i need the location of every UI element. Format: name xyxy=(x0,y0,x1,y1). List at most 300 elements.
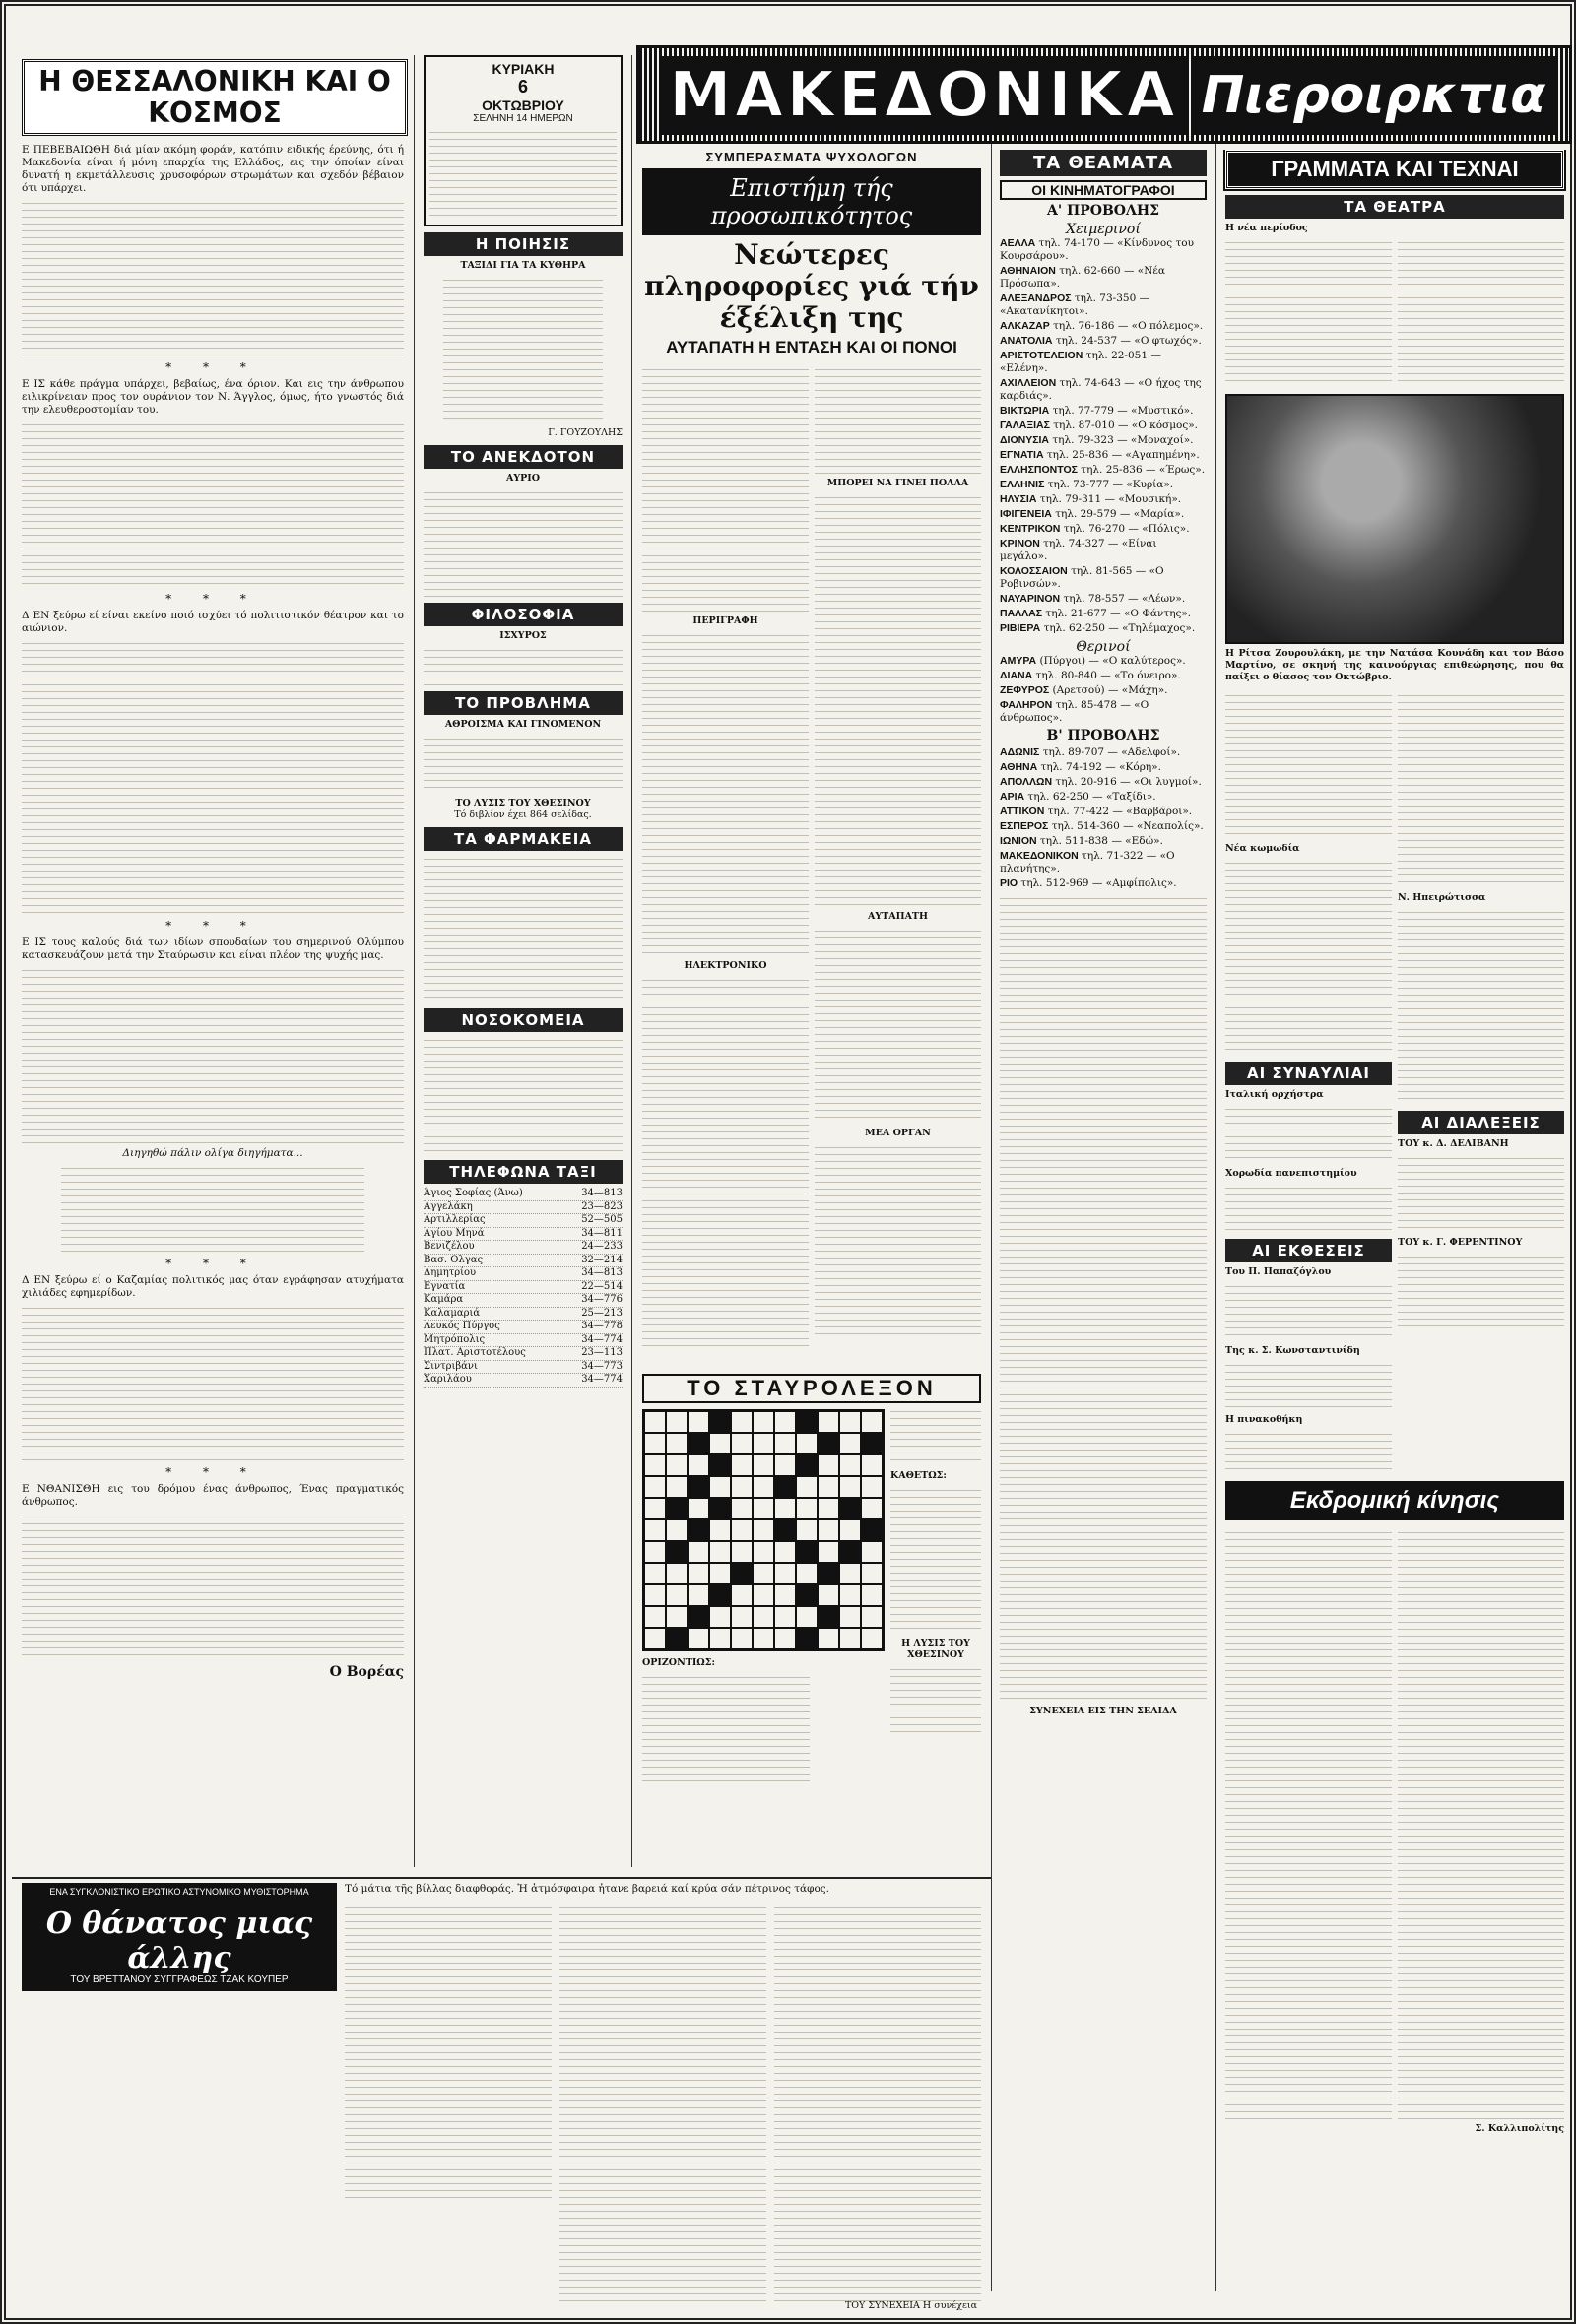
crossword-cell[interactable] xyxy=(818,1628,839,1649)
crossword-solution xyxy=(890,1665,981,1734)
crossword-cell[interactable] xyxy=(688,1454,709,1476)
crossword-cell[interactable] xyxy=(688,1541,709,1563)
crossword-cell[interactable] xyxy=(644,1498,666,1519)
cinema-entry xyxy=(1000,622,1207,635)
article-paragraph: Ε ΝΘΑΝΙΣΘΗ εις του δρόμου ένας άνθρωπος, Ένας πραγματικός άνθρωπος. xyxy=(22,1483,404,1508)
text-block xyxy=(22,639,404,915)
crossword-cell[interactable] xyxy=(774,1454,796,1476)
taxi-phone-number: 25—213 xyxy=(581,1307,623,1319)
crossword-cell[interactable] xyxy=(774,1541,796,1563)
exhibitions-text xyxy=(1225,1430,1392,1469)
crossword-cell[interactable] xyxy=(753,1411,774,1433)
crossword-cell[interactable] xyxy=(818,1541,839,1563)
crossword-cell[interactable] xyxy=(818,1454,839,1476)
taxi-phones-title: ΤΗΛΕΦΩΝΑ ΤΑΞΙ xyxy=(424,1160,623,1184)
cinema-name: ΡΙΒΙΕΡΑ xyxy=(1000,622,1041,634)
cinema-program: τηλ. 77-422 — «Βαρβάροι». xyxy=(1044,806,1193,817)
crossword-cell[interactable] xyxy=(666,1454,688,1476)
taxi-phone-row xyxy=(424,1241,623,1255)
cinema-list xyxy=(1000,237,1207,635)
cinema-entry xyxy=(1000,776,1207,789)
crossword-cell[interactable] xyxy=(709,1541,731,1563)
cinema-name: ΜΑΚΕΔΟΝΙΚΟΝ xyxy=(1000,850,1079,862)
crossword-cell[interactable] xyxy=(666,1563,688,1584)
crossword-cell[interactable] xyxy=(818,1498,839,1519)
crossword-black-cell xyxy=(818,1606,839,1628)
crossword-cell[interactable] xyxy=(666,1411,688,1433)
cinema-entry xyxy=(1000,292,1207,318)
cinema-entry xyxy=(1000,464,1207,477)
column-shows xyxy=(994,150,1213,2287)
crossword-cell[interactable] xyxy=(688,1563,709,1584)
cinema-name: ΑΡΙΑ xyxy=(1000,791,1025,803)
theatre-head: Η νέα περίοδος xyxy=(1225,223,1308,233)
hospital-title: ΝΟΣΟΚΟΜΕΙΑ xyxy=(424,1008,623,1032)
cinema-name: ΑΡΙΣΤΟΤΕΛΕΙΟΝ xyxy=(1000,350,1084,361)
cinema-name: ΦΑΛΗΡΟΝ xyxy=(1000,699,1053,711)
cinema-program: τηλ. 74-170 — «Κίνδυνος του Κουρσάρου». xyxy=(1000,237,1194,262)
cinema-program: τηλ. 85-478 — «Ο άνθρωπος». xyxy=(1000,699,1149,724)
cinema-program: τηλ. 25-836 — «Αγαπημένη». xyxy=(1043,449,1200,461)
crossword-cell[interactable] xyxy=(688,1498,709,1519)
crossword-cell[interactable] xyxy=(731,1606,753,1628)
cinema-entry xyxy=(1000,479,1207,491)
cinema-entry xyxy=(1000,850,1207,875)
concerts-head: Ιταλική ορχήστρα xyxy=(1225,1089,1324,1100)
problem-answer: Τό διβλίον έχει 864 σελίδας. xyxy=(454,809,592,820)
cinema-program: τηλ. 512-969 — «Αμφίπολις». xyxy=(1018,877,1177,889)
serial-text xyxy=(559,1904,766,2307)
crossword-black-cell xyxy=(709,1411,731,1433)
crossword-black-cell xyxy=(818,1433,839,1454)
taxi-phone-number: 34—778 xyxy=(581,1321,623,1331)
column-misc xyxy=(418,55,628,1867)
cinema-name: ΔΙΟΝΥΣΙΑ xyxy=(1000,434,1050,446)
second-run-title: Β' ΠΡΟΒΟΛΗΣ xyxy=(1046,728,1160,743)
shows-title: ΤΑ ΘΕΑΜΑΤΑ xyxy=(1000,150,1207,176)
crossword-cell[interactable] xyxy=(774,1411,796,1433)
cinema-name: ΑΝΑΤΟΛΙΑ xyxy=(1000,335,1053,347)
separator: * * * xyxy=(165,1465,260,1479)
crossword-cell[interactable] xyxy=(666,1519,688,1541)
cinema-entry xyxy=(1000,806,1207,818)
cinema-name: ΑΠΟΛΛΩΝ xyxy=(1000,776,1053,788)
column-rule xyxy=(631,55,632,1867)
crossword-cell[interactable] xyxy=(666,1476,688,1498)
date-number: 6 xyxy=(517,77,528,97)
taxi-phone-row xyxy=(424,1294,623,1308)
serial-title: Ο θάνατος μιας άλλης xyxy=(45,1906,313,1975)
crossword-cell[interactable] xyxy=(731,1541,753,1563)
article-column xyxy=(642,361,809,1366)
serial-novel xyxy=(16,1883,987,2316)
crossword-cell[interactable] xyxy=(731,1411,753,1433)
poetry-author: Γ. ΓΟΥΖΟΥΛΗΣ xyxy=(548,427,623,438)
taxi-phone-number: 52—505 xyxy=(581,1214,623,1225)
text-block xyxy=(22,1513,404,1660)
crossword-cell[interactable] xyxy=(861,1606,883,1628)
crossword-cell[interactable] xyxy=(796,1563,818,1584)
crossword-cell[interactable] xyxy=(731,1628,753,1649)
crossword-cell[interactable] xyxy=(839,1584,861,1606)
philosophy-title: ΦΙΛΟΣΟΦΙΑ xyxy=(424,603,623,626)
crossword-black-cell xyxy=(796,1541,818,1563)
crossword-black-cell xyxy=(774,1519,796,1541)
crossword-cell[interactable] xyxy=(861,1563,883,1584)
crossword-cell[interactable] xyxy=(774,1584,796,1606)
cinema-program: τηλ. 511-838 — «Εδώ». xyxy=(1036,835,1163,847)
cinema-name: ΓΑΛΑΞΙΑΣ xyxy=(1000,420,1050,431)
taxi-stand-name: Βενιζέλου xyxy=(424,1241,475,1252)
date-month: ΟΚΤΩΒΡΙΟΥ xyxy=(482,97,564,113)
crossword-black-cell xyxy=(709,1584,731,1606)
cinema-entry xyxy=(1000,265,1207,290)
text-block xyxy=(815,927,981,1124)
epirotissa-head: Ν. Ηπειρώτισσα xyxy=(1398,892,1486,903)
crossword-cell[interactable] xyxy=(839,1476,861,1498)
problem-answer-title: ΤΟ ΛΥΣΙΣ ΤΟΥ ΧΘΕΣΙΝΟΥ xyxy=(455,798,591,808)
arts-title: ΓΡΑΜΜΑΤΑ ΚΑΙ ΤΕΧΝΑΙ xyxy=(1225,150,1564,189)
crossword-cell[interactable] xyxy=(644,1606,666,1628)
cinema-program: τηλ. 24-537 — «Ο φτωχός». xyxy=(1052,335,1202,347)
cinema-program: τηλ. 80-840 — «Το όνειρο». xyxy=(1032,670,1181,681)
article-paragraph: Ε ΠΕΒΕΒΑΙΩΘΗ διά μίαν ακόμη φοράν, κατόπιν ειδικής έρεύνης, ότι ή Μακεδονία είναι ή μόνη επαρχία της Ελλάδος, εις την όποίαν είναι δυνατή η εκμετάλλευσις χρυσοφόρων στρωμάτων και σχεδόν βέβαιον ότι υπάρχει. xyxy=(22,144,404,194)
crossword-cell[interactable] xyxy=(796,1606,818,1628)
crossword-cell[interactable] xyxy=(753,1563,774,1584)
column-rule xyxy=(991,55,992,2291)
cinema-name: ΑΧΙΛΛΕΙΟΝ xyxy=(1000,377,1057,389)
cinema-program: (Πύργοι) — «Ο καλύτερος». xyxy=(1036,655,1186,667)
cinema-name: ΕΣΠΕΡΟΣ xyxy=(1000,820,1049,832)
cinemas-title: ΟΙ ΚΙΝΗΜΑΤΟΓΡΑΦΟΙ xyxy=(1000,180,1207,200)
cinema-entry xyxy=(1000,699,1207,725)
article-banner: Επιστήμη τής προσωπικότητος xyxy=(642,168,981,235)
theatre-text xyxy=(1225,859,1392,1056)
crossword-cell[interactable] xyxy=(753,1584,774,1606)
serial-byline: ΤΟΥ ΒΡΕΤΤΑΝΟΥ ΣΥΓΓΡΑΦΕΩΣ ΤΖΑΚ ΚΟΥΠΕΡ xyxy=(70,1974,289,1985)
crossword-cell[interactable] xyxy=(774,1606,796,1628)
crossword-cell[interactable] xyxy=(709,1433,731,1454)
crossword-cell[interactable] xyxy=(644,1541,666,1563)
crossword-cell[interactable] xyxy=(753,1454,774,1476)
taxi-phone-number: 34—811 xyxy=(581,1227,623,1239)
taxi-stand-name: Λευκός Πύργος xyxy=(424,1321,500,1331)
crossword-black-cell xyxy=(796,1411,818,1433)
cinema-program: τηλ. 77-779 — «Μυστικό». xyxy=(1049,405,1194,417)
photo-caption: Η Ρίτσα Ζουρουλάκη, με την Νατάσα Κουνάδη και τον Βάσο Μαρτίνο, σε σκηνή της καινούργιας επιθεώρησης, που θα παίξει ο θίασος τον Οκτώβριο. xyxy=(1225,648,1564,682)
taxi-stand-name: Μητρόπολις xyxy=(424,1333,486,1345)
section-head: ΑΥΤΑΠΑΤΗ xyxy=(868,911,928,922)
crossword-cell[interactable] xyxy=(796,1519,818,1541)
crossword-cell[interactable] xyxy=(774,1498,796,1519)
crossword-title: ΤΟ ΣΤΑΥΡΟΛΕΞΟΝ xyxy=(642,1374,981,1403)
taxi-stand-name: Εγνατία xyxy=(424,1280,466,1292)
cinema-name: ΑΜΥΡΑ xyxy=(1000,655,1037,667)
crossword-cell[interactable] xyxy=(644,1563,666,1584)
concerts-title: ΑΙ ΣΥΝΑΥΛΙΑΙ xyxy=(1225,1062,1392,1085)
exhibitions-head: Της κ. Σ. Κωνσταντινίδη xyxy=(1225,1345,1360,1356)
taxi-phone-list xyxy=(424,1188,623,1388)
crossword-cell[interactable] xyxy=(644,1584,666,1606)
crossword-cell[interactable] xyxy=(731,1519,753,1541)
column-rule xyxy=(414,55,415,1867)
article-paragraph: Δ ΕΝ ξεύρω εί ο Καζαμίας πολιτικός μας όταν εγράφησαν ατυχήματα χιλιάδες εφημερίδων. xyxy=(22,1274,404,1299)
theatre-text xyxy=(1398,691,1564,888)
cinema-name: ΚΟΛΟΣΣΑΙΟΝ xyxy=(1000,565,1068,577)
crossword-cell[interactable] xyxy=(774,1628,796,1649)
cinema-program: τηλ. 76-186 — «Ο πόλεμος». xyxy=(1049,320,1204,332)
taxi-stand-name: Πλατ. Αριστοτέλους xyxy=(424,1347,526,1358)
crossword-cell[interactable] xyxy=(796,1433,818,1454)
pharmacy-title: ΤΑ ΦΑΡΜΑΚΕΙΑ xyxy=(424,827,623,851)
cinema-name: ΕΛΛΗΝΙΣ xyxy=(1000,479,1045,490)
section-head: ΜΕΑ ΟΡΓΑΝ xyxy=(865,1128,931,1138)
continued-note: ΣΥΝΕΧΕΙΑ ΕΙΣ ΤΗΝ ΣΕΛΙΔΑ xyxy=(1029,1706,1177,1716)
crossword-cell[interactable] xyxy=(861,1584,883,1606)
anecdote-subtitle: ΑΥΡΙΟ xyxy=(505,473,540,484)
taxi-phone-number: 24—233 xyxy=(581,1241,623,1252)
crossword-cell[interactable] xyxy=(644,1628,666,1649)
crossword-cell[interactable] xyxy=(753,1433,774,1454)
crossword-cell[interactable] xyxy=(709,1476,731,1498)
cinema-name: ΑΔΩΝΙΣ xyxy=(1000,746,1040,758)
crossword-cell[interactable] xyxy=(644,1411,666,1433)
cinema-entry xyxy=(1000,350,1207,375)
crossword-cell[interactable] xyxy=(731,1498,753,1519)
cinema-entry xyxy=(1000,405,1207,418)
cinema-entry xyxy=(1000,670,1207,682)
cinema-name: ΝΑΥΑΡΙΝΟΝ xyxy=(1000,593,1061,605)
cinema-entry xyxy=(1000,449,1207,462)
poem-lines xyxy=(443,276,603,423)
moon-phase: ΣΕΛΗΝΗ 14 ΗΜΕΡΩΝ xyxy=(473,113,573,124)
crossword-cell[interactable] xyxy=(839,1519,861,1541)
separator: * * * xyxy=(165,919,260,933)
cinema-entry xyxy=(1000,761,1207,774)
cinema-entry xyxy=(1000,420,1207,432)
cinema-name: ΗΛΥΣΙΑ xyxy=(1000,493,1037,505)
taxi-phone-number: 34—776 xyxy=(581,1294,623,1305)
crossword-cell[interactable] xyxy=(796,1476,818,1498)
date-day: ΚΥΡΙΑΚΗ xyxy=(492,61,555,77)
column-arts xyxy=(1219,150,1570,2287)
separator: * * * xyxy=(165,1257,260,1270)
taxi-phone-row xyxy=(424,1361,623,1375)
crossword-cell[interactable] xyxy=(818,1476,839,1498)
crossword-cell[interactable] xyxy=(839,1454,861,1476)
crossword-black-cell xyxy=(709,1454,731,1476)
serial-text xyxy=(774,1904,981,2307)
cinema-program: τηλ. 62-250 — «Ταξίδι». xyxy=(1024,791,1156,803)
crossword-cell[interactable] xyxy=(644,1519,666,1541)
section-head: ΜΠΟΡΕΙ ΝΑ ΓΙΝΕΙ ΠΟΛΛΑ xyxy=(826,478,969,488)
concerts-head: Χορωδία πανεπιστημίου xyxy=(1225,1168,1357,1179)
cinema-program: τηλ. 76-270 — «Πόλις». xyxy=(1060,523,1190,535)
taxi-phone-row xyxy=(424,1374,623,1388)
cinema-name: ΑΤΤΙΚΟΝ xyxy=(1000,806,1045,817)
crossword-cell[interactable] xyxy=(753,1606,774,1628)
crossword-cell[interactable] xyxy=(688,1628,709,1649)
cinema-name: ΑΘΗΝΑΙΟΝ xyxy=(1000,265,1056,277)
crossword-across-label: ΟΡΙΖΟΝΤΙΩΣ: xyxy=(642,1657,715,1668)
text-block xyxy=(815,1143,981,1340)
date-box xyxy=(424,55,623,226)
lecture-head: ΤΟΥ κ. Δ. ΔΕΛΙΒΑΝΗ xyxy=(1398,1138,1509,1149)
taxi-phone-number: 23—113 xyxy=(581,1347,623,1358)
crossword-cell[interactable] xyxy=(731,1584,753,1606)
cinema-list-continued xyxy=(1000,894,1207,1702)
section-head: ΠΕΡΙΓΡΑΦΗ xyxy=(692,615,758,626)
crossword-cell[interactable] xyxy=(709,1563,731,1584)
poetry-title: Η ΠΟΙΗΣΙΣ xyxy=(424,232,623,256)
taxi-phone-row xyxy=(424,1201,623,1215)
first-run-title: Α' ΠΡΟΒΟΛΗΣ xyxy=(1047,203,1159,219)
theatre-text xyxy=(1398,908,1564,1105)
crossword-black-cell xyxy=(709,1498,731,1519)
crossword-cell[interactable] xyxy=(818,1584,839,1606)
serial-continued: ΤΟΥ ΣΥΝΕΧΕΙΑ Η συνέχεια xyxy=(844,2300,977,2311)
serial-opening: Τό μάτια τῆς βίλλας διαφθοράς. Ἡ ἀτμόσφαιρα ἦτανε βαρειά καί κρύα σάν πέτρινος τάφος. xyxy=(345,1883,829,1895)
taxi-phone-row xyxy=(424,1228,623,1242)
text-block xyxy=(22,199,404,356)
excursions-text xyxy=(1398,1528,1564,2119)
crossword-cell[interactable] xyxy=(861,1541,883,1563)
text-block xyxy=(642,976,809,1350)
taxi-phone-number: 22—514 xyxy=(581,1280,623,1292)
taxi-stand-name: Καλαμαριά xyxy=(424,1307,481,1319)
crossword-cell[interactable] xyxy=(774,1563,796,1584)
crossword-cell[interactable] xyxy=(753,1519,774,1541)
crossword-cell[interactable] xyxy=(861,1476,883,1498)
cinema-name: ΑΛΚΑΖΑΡ xyxy=(1000,320,1050,332)
philosophy-text xyxy=(424,646,623,685)
crossword-black-cell xyxy=(796,1628,818,1649)
crossword-cell[interactable] xyxy=(688,1584,709,1606)
cinema-entry xyxy=(1000,835,1207,848)
cinema-entry xyxy=(1000,791,1207,804)
cinema-entry xyxy=(1000,746,1207,759)
crossword-cell[interactable] xyxy=(731,1433,753,1454)
crossword-cell[interactable] xyxy=(644,1433,666,1454)
crossword-cell[interactable] xyxy=(753,1628,774,1649)
cinema-program: τηλ. 79-311 — «Μουσική». xyxy=(1036,493,1182,505)
crossword-cell[interactable] xyxy=(861,1628,883,1649)
cinema-entry xyxy=(1000,877,1207,890)
exhibitions-head: Του Π. Παπαζόγλου xyxy=(1225,1266,1332,1277)
taxi-phone-number: 32—214 xyxy=(581,1254,623,1265)
cinema-entry xyxy=(1000,493,1207,506)
serial-text xyxy=(345,1904,552,2199)
crossword-cell[interactable] xyxy=(839,1563,861,1584)
text-block xyxy=(22,966,404,1143)
problem-subtitle: ΑΘΡΟΙΣΜΑ ΚΑΙ ΓΙΝΟΜΕΝΟΝ xyxy=(444,719,602,730)
cinema-name: ΑΛΕΞΑΝΔΡΟΣ xyxy=(1000,292,1072,304)
cinema-program: (Αρετσού) — «Μάχη». xyxy=(1049,684,1168,696)
summer-cinemas-title: Θερινοί xyxy=(1076,639,1131,655)
taxi-phone-row xyxy=(424,1188,623,1201)
crossword-cell[interactable] xyxy=(861,1411,883,1433)
cinema-entry xyxy=(1000,237,1207,263)
crossword-cell[interactable] xyxy=(753,1541,774,1563)
poem-excerpt: Διηγηθώ πάλιν ολίγα διηγήματα... xyxy=(122,1147,303,1159)
crossword-cell[interactable] xyxy=(839,1411,861,1433)
cinema-list-second-run xyxy=(1000,746,1207,890)
crossword-cell[interactable] xyxy=(666,1433,688,1454)
cinema-name: ΑΕΛΛΑ xyxy=(1000,237,1036,249)
taxi-phone-row xyxy=(424,1347,623,1361)
separator: * * * xyxy=(165,360,260,374)
cinema-program: τηλ. 514-360 — «Νεαπολίς». xyxy=(1048,820,1204,832)
crossword-black-cell xyxy=(861,1519,883,1541)
masthead-title: ΜΑΚΕΔΟΝΙΚΑ xyxy=(659,56,1188,135)
crossword-cell[interactable] xyxy=(861,1498,883,1519)
cinema-name: ΔΙΑΝΑ xyxy=(1000,670,1033,681)
crossword-cell[interactable] xyxy=(666,1584,688,1606)
article-headline: Νεώτερες πληροφορίες γιά τήν έξέλιξη της xyxy=(644,238,979,334)
crossword-cell[interactable] xyxy=(709,1606,731,1628)
exhibitions-title: ΑΙ ΕΚΘΕΣΕΙΣ xyxy=(1225,1239,1392,1262)
crossword-cell[interactable] xyxy=(731,1454,753,1476)
crossword-black-cell xyxy=(839,1541,861,1563)
concerts-text xyxy=(1225,1105,1392,1164)
problem-title: ΤΟ ΠΡΟΒΛΗΜΑ xyxy=(424,691,623,715)
crossword-cell[interactable] xyxy=(796,1498,818,1519)
crossword-cell[interactable] xyxy=(644,1476,666,1498)
crossword-cell[interactable] xyxy=(688,1411,709,1433)
problem-text xyxy=(424,735,623,794)
crossword-clues xyxy=(642,1673,810,1781)
text-block xyxy=(642,365,809,612)
crossword-black-cell xyxy=(861,1433,883,1454)
taxi-stand-name: Καμάρα xyxy=(424,1294,464,1305)
crossword-cell[interactable] xyxy=(709,1519,731,1541)
serial-banner xyxy=(22,1883,337,1991)
crossword-cell[interactable] xyxy=(839,1433,861,1454)
crossword-black-cell xyxy=(731,1563,753,1584)
taxi-phone-row xyxy=(424,1281,623,1295)
crossword-cell[interactable] xyxy=(666,1606,688,1628)
text-block xyxy=(815,493,981,907)
cinema-entry xyxy=(1000,593,1207,606)
crossword-cell[interactable] xyxy=(753,1476,774,1498)
exhibitions-text xyxy=(1225,1282,1392,1341)
crossword-cell[interactable] xyxy=(644,1454,666,1476)
article-subhead: ΑΥΤΑΠΑΤΗ Η ΕΝΤΑΣΗ ΚΑΙ ΟΙ ΠΟΝΟΙ xyxy=(666,338,957,356)
crossword-grid[interactable] xyxy=(642,1409,885,1651)
crossword-clues xyxy=(890,1486,981,1634)
cinema-entry xyxy=(1000,820,1207,833)
lectures-title: ΑΙ ΔΙΑΛΕΞΕΙΣ xyxy=(1398,1111,1564,1134)
cinema-entry xyxy=(1000,377,1207,403)
crossword-down-label: ΚΑΘΕΤΩΣ: xyxy=(890,1470,947,1481)
crossword-cell[interactable] xyxy=(839,1606,861,1628)
cinema-name: ΙΦΙΓΕΝΕΙΑ xyxy=(1000,508,1052,520)
crossword-black-cell xyxy=(688,1433,709,1454)
text-block xyxy=(22,1304,404,1461)
crossword-cell[interactable] xyxy=(818,1411,839,1433)
crossword-cell[interactable] xyxy=(818,1519,839,1541)
crossword-cell[interactable] xyxy=(839,1628,861,1649)
crossword-cell[interactable] xyxy=(774,1433,796,1454)
crossword-cell[interactable] xyxy=(731,1476,753,1498)
crossword-cell[interactable] xyxy=(753,1498,774,1519)
crossword-cell[interactable] xyxy=(709,1628,731,1649)
crossword-cell[interactable] xyxy=(861,1454,883,1476)
hospital-list xyxy=(424,1036,623,1154)
cinema-entry xyxy=(1000,565,1207,591)
taxi-phone-row xyxy=(424,1308,623,1322)
excursions-title: Εκδρομική κίνησις xyxy=(1225,1481,1564,1520)
